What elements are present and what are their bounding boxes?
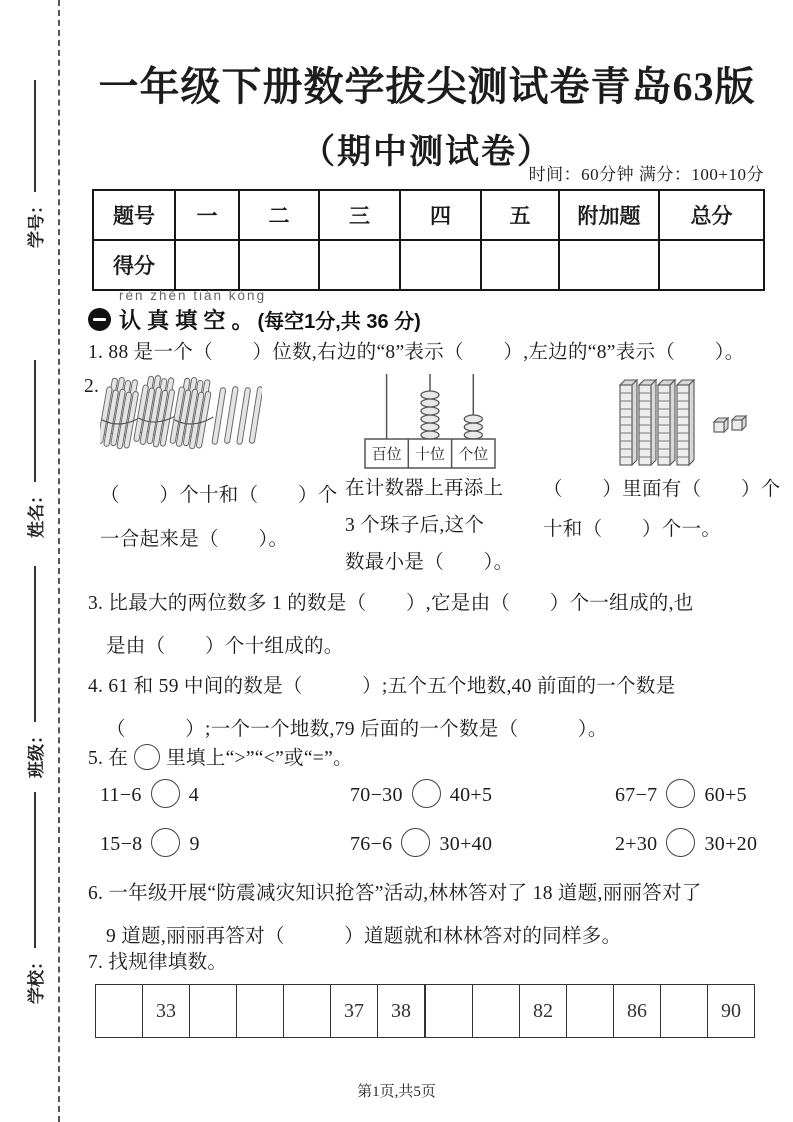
number-pattern-table-2 bbox=[425, 984, 755, 1038]
caption-line: 在计数器上再添上 bbox=[345, 478, 504, 499]
question-2-number: 2. bbox=[84, 376, 100, 397]
section-1-title: 认 真 填 空 。 bbox=[119, 308, 254, 333]
score-table-header-row bbox=[93, 190, 764, 240]
question-5-prompt-after: 里填上“>”“<”或“=”。 bbox=[166, 748, 353, 769]
question-5-prompt bbox=[88, 744, 353, 774]
question-1: 1. 88 是一个（ ）位数,右边的“8”表示（ ）,左边的“8”表示（ ）。 bbox=[88, 342, 745, 363]
score-cell[interactable] bbox=[319, 240, 400, 290]
left-expression: 2+30 bbox=[615, 833, 658, 855]
class-label: 班级： bbox=[27, 727, 46, 778]
caption-line: 十和（ ）个一。 bbox=[543, 519, 722, 540]
student-id-blank-line[interactable] bbox=[34, 80, 36, 192]
comparison-item bbox=[350, 828, 492, 859]
ones-place-label: 个位 bbox=[458, 447, 489, 463]
section-one-icon bbox=[88, 308, 111, 331]
class-blank-line[interactable] bbox=[34, 566, 36, 722]
question-6-line-1: 6. 一年级开展“防震减灾知识抢答”活动,林林答对了 18 道题,丽丽答对了 bbox=[88, 883, 702, 904]
col-section-5: 五 bbox=[481, 190, 559, 240]
right-expression: 60+5 bbox=[704, 784, 747, 806]
name-field bbox=[22, 360, 47, 538]
left-expression: 76−6 bbox=[350, 833, 393, 855]
pattern-cell: 86 bbox=[614, 985, 661, 1038]
pattern-cell: 90 bbox=[708, 985, 755, 1038]
hundreds-place-label: 百位 bbox=[371, 447, 402, 463]
col-question-number: 题号 bbox=[93, 190, 175, 240]
comparison-circle[interactable] bbox=[666, 828, 695, 857]
question-3-line-1: 3. 比最大的两位数多 1 的数是（ ）,它是由（ ）个一组成的,也 bbox=[88, 593, 694, 614]
score-cell[interactable] bbox=[400, 240, 481, 290]
page-footer: 第1页,共5页 bbox=[357, 1084, 436, 1100]
comparison-circle[interactable] bbox=[151, 779, 180, 808]
score-cell[interactable] bbox=[559, 240, 659, 290]
student-id-field bbox=[22, 80, 47, 248]
comparison-circle[interactable] bbox=[151, 828, 180, 857]
right-expression: 4 bbox=[188, 784, 200, 806]
col-section-3: 三 bbox=[319, 190, 400, 240]
caption-line: （ ）个十和（ ）个 bbox=[100, 485, 338, 506]
score-table bbox=[92, 189, 765, 291]
number-pattern-table-1 bbox=[95, 984, 425, 1038]
question-6 bbox=[88, 872, 702, 958]
pattern-cell-blank[interactable] bbox=[661, 985, 708, 1038]
pattern-cell-blank[interactable] bbox=[190, 985, 237, 1038]
right-expression: 9 bbox=[189, 833, 200, 855]
student-id-label: 学号： bbox=[27, 197, 46, 248]
left-expression: 70−30 bbox=[350, 784, 403, 806]
pattern-cell: 82 bbox=[520, 985, 567, 1038]
comparison-item bbox=[100, 828, 200, 859]
pattern-cell-blank[interactable] bbox=[473, 985, 520, 1038]
school-label: 学校： bbox=[27, 953, 46, 1004]
abacus-figure bbox=[364, 370, 496, 470]
pattern-cell-blank[interactable] bbox=[237, 985, 284, 1038]
question-4-line-2: （ ）;一个一个地数,79 后面的一个数是（ ）。 bbox=[106, 719, 608, 740]
time-score-info: 时间：60分钟 满分：100+10分 bbox=[528, 165, 764, 184]
comparison-item bbox=[350, 779, 492, 810]
right-expression: 30+20 bbox=[704, 833, 758, 855]
score-row-label: 得分 bbox=[93, 240, 175, 290]
pattern-cell-blank[interactable] bbox=[284, 985, 331, 1038]
left-expression: 11−6 bbox=[100, 784, 142, 806]
comparison-item bbox=[615, 779, 747, 810]
stick-bundles-figure bbox=[100, 372, 262, 460]
comparison-circle[interactable] bbox=[401, 828, 430, 857]
question-2-abacus-caption bbox=[345, 470, 513, 581]
school-field bbox=[22, 792, 47, 1004]
left-expression: 67−7 bbox=[615, 784, 658, 806]
caption-line: 3 个珠子后,这个 bbox=[345, 515, 485, 536]
pattern-cell: 33 bbox=[143, 985, 190, 1038]
score-cell[interactable] bbox=[239, 240, 319, 290]
name-blank-line[interactable] bbox=[34, 360, 36, 482]
question-6-line-2: 9 道题,丽丽再答对（ ）道题就和林林答对的同样多。 bbox=[106, 926, 622, 947]
comparison-item bbox=[100, 779, 199, 810]
score-cell[interactable] bbox=[481, 240, 559, 290]
pattern-row bbox=[96, 985, 425, 1038]
col-section-2: 二 bbox=[239, 190, 319, 240]
question-4 bbox=[88, 665, 676, 751]
question-5-prompt-before: 5. 在 bbox=[88, 748, 129, 769]
pattern-row bbox=[426, 985, 755, 1038]
base-ten-blocks-figure bbox=[614, 376, 764, 471]
paper-title: 一年级下册数学拔尖测试卷青岛63版 bbox=[98, 63, 756, 109]
caption-line: 数最小是（ ）。 bbox=[345, 552, 514, 573]
seal-strip bbox=[0, 0, 60, 1122]
paper-subtitle: （期中测试卷） bbox=[301, 134, 553, 172]
col-bonus: 附加题 bbox=[559, 190, 659, 240]
paper-body bbox=[84, 0, 781, 1122]
question-2-blocks-caption bbox=[543, 470, 781, 550]
question-5-row-1 bbox=[88, 779, 766, 819]
score-table-score-row bbox=[93, 240, 764, 290]
pattern-cell-blank[interactable] bbox=[567, 985, 614, 1038]
pattern-cell-blank[interactable] bbox=[426, 985, 473, 1038]
section-1-note: (每空1分,共 36 分) bbox=[257, 311, 421, 333]
comparison-circle[interactable] bbox=[666, 779, 695, 808]
col-section-1: 一 bbox=[175, 190, 239, 240]
section-one-icon-bar bbox=[93, 318, 106, 322]
name-label: 姓名： bbox=[27, 487, 46, 538]
class-field bbox=[22, 566, 47, 778]
question-2-sticks-caption bbox=[100, 474, 338, 562]
caption-line: 一合起来是（ ）。 bbox=[100, 529, 289, 550]
section-1-header bbox=[88, 304, 421, 335]
right-expression: 40+5 bbox=[449, 784, 493, 806]
pattern-cell: 38 bbox=[378, 985, 425, 1038]
tens-place-label: 十位 bbox=[414, 447, 446, 463]
section-pinyin: rèn zhēn tián kòng bbox=[119, 288, 267, 303]
right-expression: 30+40 bbox=[439, 833, 493, 855]
question-3-line-2: 是由（ ）个十组成的。 bbox=[106, 636, 344, 657]
question-5-row-2 bbox=[88, 828, 766, 868]
question-3 bbox=[88, 582, 694, 668]
school-blank-line[interactable] bbox=[34, 792, 36, 948]
left-expression: 15−8 bbox=[100, 833, 143, 855]
pattern-cell-blank[interactable] bbox=[96, 985, 143, 1038]
col-total: 总分 bbox=[659, 190, 764, 240]
caption-line: （ ）里面有（ ）个 bbox=[543, 479, 781, 500]
pattern-cell: 37 bbox=[331, 985, 378, 1038]
question-4-line-1: 4. 61 和 59 中间的数是（ ）;五个五个地数,40 前面的一个数是 bbox=[88, 676, 676, 697]
col-section-4: 四 bbox=[400, 190, 481, 240]
question-7-prompt: 7. 找规律填数。 bbox=[88, 952, 228, 973]
score-cell[interactable] bbox=[659, 240, 764, 290]
score-cell[interactable] bbox=[175, 240, 239, 290]
comparison-item bbox=[615, 828, 757, 859]
comparison-circle[interactable] bbox=[412, 779, 441, 808]
example-circle bbox=[134, 744, 160, 770]
